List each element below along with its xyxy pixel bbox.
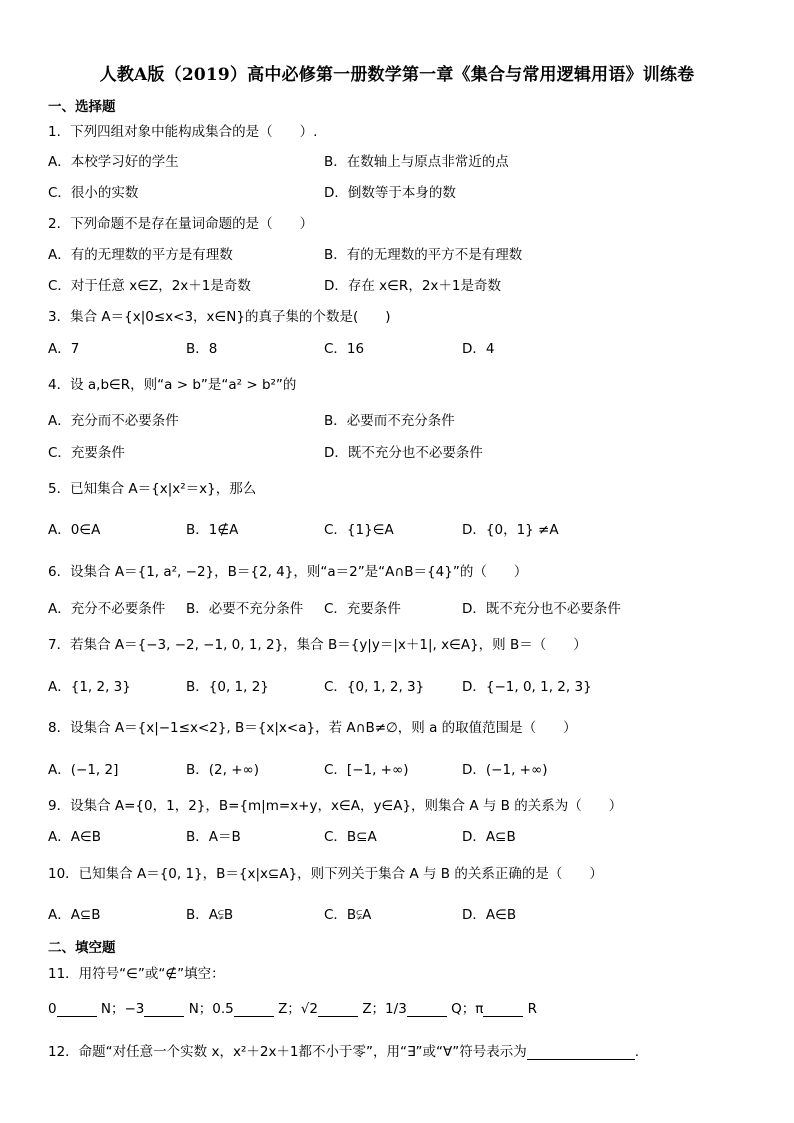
q9-option-a: A．A∈B [48, 829, 101, 845]
q2-option-a: A．有的无理数的平方是有理数 [48, 247, 233, 263]
question-12-tail: . [634, 1044, 640, 1060]
q2-option-d: D．存在 x∈R，2x＋1是奇数 [324, 278, 501, 294]
q4-option-d: D．既不充分也不必要条件 [324, 445, 483, 461]
section-choice: 一、选择题 [48, 99, 116, 115]
q8-option-c: C．[−1, +∞) [324, 762, 409, 778]
q7-option-a: A．{1, 2, 3} [48, 679, 131, 695]
q3-option-c: C．16 [324, 341, 365, 357]
q1-option-d: D．倒数等于本身的数 [324, 185, 456, 201]
q11-blank-1[interactable] [57, 1002, 97, 1017]
question-5-stem: 5．已知集合 A＝{x|x²＝x}，那么 [48, 481, 257, 497]
q11-blank-4[interactable] [318, 1002, 358, 1017]
question-10-stem: 10．已知集合 A＝{0, 1}，B＝{x|x⊆A}，则下列关于集合 A 与 B 的关系正确的是（ ） [48, 866, 603, 882]
q6-option-d: D．既不充分也不必要条件 [462, 601, 621, 617]
section-fill: 二、填空题 [48, 940, 116, 956]
question-12-stem: 12．命题“对任意一个实数 x，x²＋2x＋1都不小于零”，用“∃”或“∀”符号表示为 [48, 1044, 527, 1060]
q2-option-c: C．对于任意 x∈Z，2x＋1是奇数 [48, 278, 251, 294]
q1-option-c: C．很小的实数 [48, 185, 139, 201]
question-6-stem: 6．设集合 A＝{1, a², −2}，B＝{2, 4}，则“a＝2”是“A∩B＝{4}”的（ ） [48, 564, 528, 580]
q11-item-5: Z；1/3 [362, 1001, 407, 1017]
q5-option-c: C．{1}∈A [324, 522, 394, 538]
q4-option-a: A．充分而不必要条件 [48, 413, 179, 429]
q5-option-d: D．{0，1} ≠A [462, 522, 559, 538]
q7-option-b: B．{0, 1, 2} [186, 679, 269, 695]
q11-blank-6[interactable] [483, 1002, 523, 1017]
q9-option-d: D．A⊆B [462, 829, 516, 845]
q10-option-c: C．B⫋A [324, 907, 372, 923]
q11-blank-5[interactable] [407, 1002, 447, 1017]
q5-option-a: A．0∈A [48, 522, 101, 538]
q7-option-d: D．{−1, 0, 1, 2, 3} [462, 679, 592, 695]
q1-option-b: B．在数轴上与原点非常近的点 [324, 154, 509, 170]
q8-option-d: D．(−1, +∞) [462, 762, 548, 778]
q8-option-a: A．(−1, 2] [48, 762, 119, 778]
q11-item-3: N；0.5 [188, 1001, 234, 1017]
q8-option-b: B．(2, +∞) [186, 762, 260, 778]
q9-option-b: B．A＝B [186, 829, 241, 845]
question-3-stem: 3．集合 A＝{x|0≤x<3，x∈N}的真子集的个数是( ) [48, 309, 391, 325]
q3-option-a: A．7 [48, 341, 80, 357]
question-11-blanks [48, 997, 537, 1017]
question-9-stem: 9．设集合 A={0，1，2}，B={m|m=x+y，x∈A，y∈A}，则集合 A 与 B 的关系为（ ） [48, 798, 623, 814]
q3-option-b: B．8 [186, 341, 218, 357]
q3-option-d: D．4 [462, 341, 495, 357]
question-7-stem: 7．若集合 A＝{−3, −2, −1, 0, 1, 2}，集合 B＝{y|y＝|x＋1|, x∈A}，则 B＝（ ） [48, 637, 587, 653]
q11-blank-2[interactable] [144, 1002, 184, 1017]
q11-blank-3[interactable] [234, 1002, 274, 1017]
question-12 [48, 1040, 639, 1060]
q2-option-b: B．有的无理数的平方不是有理数 [324, 247, 523, 263]
q10-option-d: D．A∈B [462, 907, 517, 923]
q11-item-2: N；−3 [100, 1001, 145, 1017]
q10-option-a: A．A⊆B [48, 907, 101, 923]
question-1-stem: 1．下列四组对象中能构成集合的是（ ）. [48, 124, 318, 140]
question-2-stem: 2．下列命题不是存在量词命题的是（ ） [48, 216, 314, 232]
q5-option-b: B．1∉A [186, 522, 239, 538]
q7-option-c: C．{0, 1, 2, 3} [324, 679, 425, 695]
question-8-stem: 8．设集合 A＝{x|−1≤x<2}, B＝{x|x<a}，若 A∩B≠∅，则 a 的取值范围是（ ） [48, 720, 577, 736]
q11-item-4: Z；√2 [278, 1001, 319, 1017]
q10-option-b: B．A⫋B [186, 907, 234, 923]
q6-option-b: B．必要不充分条件 [186, 601, 304, 617]
question-4-stem: 4．设 a,b∈R，则“a > b”是“a² > b²”的 [48, 377, 297, 393]
q11-item-1: 0 [48, 1001, 57, 1017]
q9-option-c: C．B⊆A [324, 829, 377, 845]
q6-option-c: C．充要条件 [324, 601, 401, 617]
q6-option-a: A．充分不必要条件 [48, 601, 166, 617]
q1-option-a: A．本校学习好的学生 [48, 154, 179, 170]
q11-item-7: R [527, 1001, 538, 1017]
page-title: 人教A版（2019）高中必修第一册数学第一章《集合与常用逻辑用语》训练卷 [99, 65, 695, 85]
question-11-stem: 11．用符号“∈”或“∉”填空： [48, 966, 225, 982]
q4-option-c: C．充要条件 [48, 445, 125, 461]
q11-item-6: Q；π [451, 1001, 484, 1017]
q12-blank[interactable] [527, 1045, 635, 1060]
q4-option-b: B．必要而不充分条件 [324, 413, 455, 429]
